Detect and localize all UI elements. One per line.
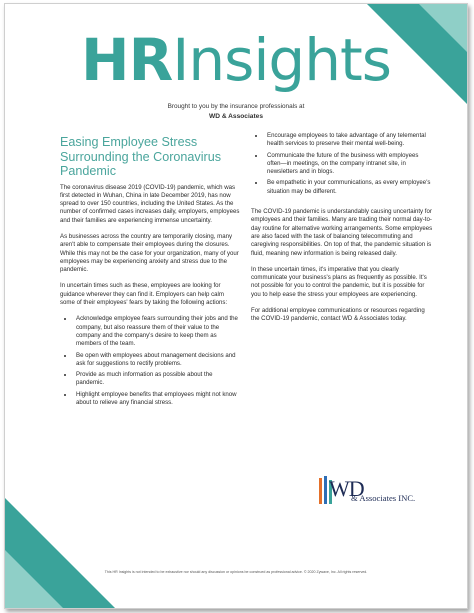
hr-insights-logo xyxy=(5,26,467,94)
list-item: • Acknowledge employee fears surrounding their jobs and the company, but also reassure them of their value to the company and the company's desire to keep them as members of the team. xyxy=(74,315,240,348)
company-name: WD & Associates xyxy=(209,113,263,120)
paragraph: For additional employee communications or resources regarding the COVID-19 pandemic, contact WD & Associates today. xyxy=(251,307,425,323)
list-item: • Highlight employee benefits that employees might not know about to relieve any financial stress. xyxy=(74,391,240,408)
list-item: • Be empathetic in your communications, as every employee's situation may be different. xyxy=(265,179,433,196)
left-column xyxy=(60,135,240,415)
paragraph: In these uncertain times, it's imperative that you clearly communicate your business's plans as frequently as possible. It's not possible for you to control the pandemic, but it is possible for you to help ease the stress your employees are experiencing. xyxy=(251,265,427,298)
action-list-continued xyxy=(251,132,433,196)
paragraph: The COVID-19 pandemic is understandably causing uncertainty for employees and their families. Many are trading their normal day-to-day routine for alternative working arrangements. Some employees are also faced with the task of balancing telecommuting and caregiving responsibilities. On top of that, the pandemic situation is fluid, meaning new information is being released daily. xyxy=(251,208,433,257)
logo-associates-text: & Associates INC. xyxy=(351,493,416,503)
paragraph: As businesses across the country are temporarily closing, many aren't able to compensate their employees during the closures. While this may not be the case for your organization, many of your employees may be experiencing anxiety and stress due to the pandemic. xyxy=(60,232,239,274)
wd-associates-logo xyxy=(317,474,437,508)
list-item: • Communicate the future of the business with employees often—in meetings, on the company intranet site, in newsletters and in blogs. xyxy=(265,152,433,177)
paragraph: The coronavirus disease 2019 (COVID-19) pandemic, which was first detected in Wuhan, China in late December 2019, has now spread to over 150 countries, including the United States. As the number of confirmed cases increases daily, employers, employees and their families are experiencing immense uncertainty. xyxy=(60,183,240,224)
list-item: • Provide as much information as possible about the pandemic. xyxy=(74,371,240,388)
disclaimer-footer: This HR Insights is not intended to be exhaustive nor should any discussion or opinions be construed as professional advice. © 2020 Zywave, Inc. All rights reserved. xyxy=(104,570,368,574)
document-page xyxy=(4,3,468,609)
logo-hr: HR xyxy=(81,26,173,94)
logo-insights: Insights xyxy=(172,26,391,94)
paragraph: In uncertain times such as these, employees are looking for guidance wherever they can find it. Employers can help calm some of their employees' fears by taking the following actions: xyxy=(60,282,228,307)
bottom-left-corner-decoration xyxy=(5,458,155,608)
brought-to-you-line: Brought to you by the insurance professionals at xyxy=(167,103,305,110)
right-column xyxy=(251,132,433,332)
list-item: • Be open with employees about management decisions and ask for suggestions to rectify problems. xyxy=(74,352,240,369)
article-headline: Easing Employee Stress Surrounding the Coronavirus Pandemic xyxy=(60,135,222,178)
list-item: • Encourage employees to take advantage of any telemental health services to preserve their mental well-being. xyxy=(265,132,433,149)
action-list xyxy=(60,315,240,407)
logo-wd-mark: WD xyxy=(329,476,364,501)
